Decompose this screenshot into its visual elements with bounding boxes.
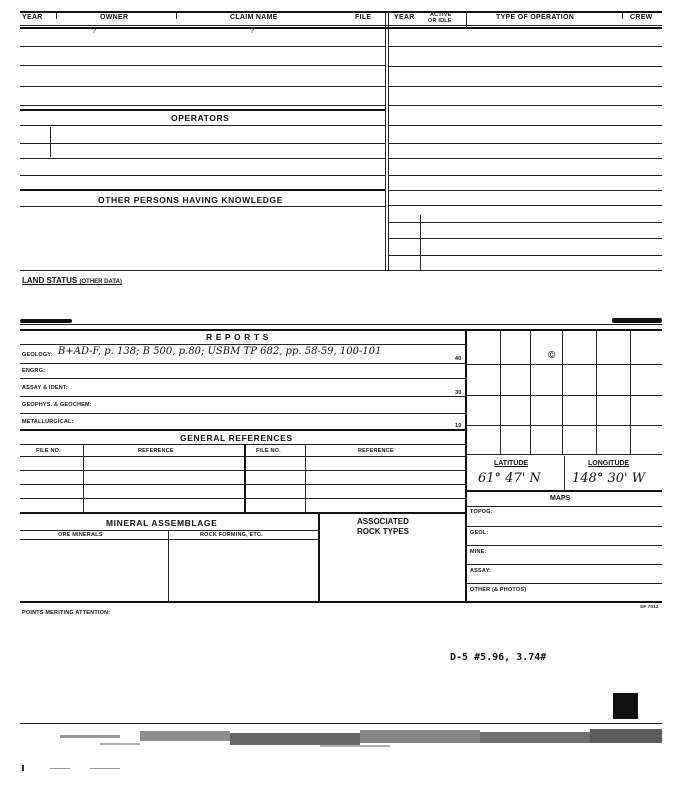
maps-mine: MINE: (470, 549, 487, 555)
scale-number-30: 30 (455, 390, 462, 396)
scale-number-10: 10 (455, 423, 462, 429)
longitude-label: LONGITUDE (588, 460, 630, 467)
report-label-geophys: GEOPHYS. & GEOCHEM: (22, 402, 92, 408)
other-persons-title: OTHER PERSONS HAVING KNOWLEDGE (98, 195, 284, 205)
scale-number-40: 40 (455, 356, 462, 362)
longitude-value: 148° 30' W (572, 471, 646, 486)
gr-header-file-no-1: FILE NO. (36, 448, 61, 454)
associated-rock-types-line2: ROCK TYPES (357, 527, 410, 536)
report-label-engrg: ENGRG: (22, 368, 46, 374)
ore-minerals-label: ORE MINERALS (58, 532, 103, 538)
general-references-title: GENERAL REFERENCES (180, 433, 293, 443)
maps-title: MAPS (550, 495, 571, 502)
maps-topog: TOPOG: (470, 509, 493, 515)
header-crew: CREW (630, 14, 653, 21)
header-year: YEAR (22, 14, 43, 21)
gr-header-reference-2: REFERENCE (358, 448, 394, 454)
report-label-assay: ASSAY & IDENT: (22, 385, 68, 391)
header-owner: OWNER (100, 14, 129, 21)
land-status-label: LAND STATUS (22, 276, 78, 285)
report-value-geology: B+AD-F, p. 138; B 500, p.80; USBM TP 682, pp. 58-59, 100-101 (58, 346, 382, 357)
claim-mark: ? (250, 28, 254, 35)
associated-rock-types-line1: ASSOCIATED (357, 517, 409, 526)
maps-other: OTHER (& PHOTOS) (470, 587, 527, 593)
form-number: SP 7012 (640, 604, 659, 609)
gr-header-reference-1: REFERENCE (138, 448, 174, 454)
maps-assay: ASSAY: (470, 568, 492, 574)
maps-geol: GEOL: (470, 530, 489, 536)
latitude-label: LATITUDE (494, 460, 529, 467)
header-active: ACTIVE (430, 12, 452, 18)
operators-title: OPERATORS (171, 113, 230, 123)
gr-header-file-no-2: FILE NO. (256, 448, 281, 454)
rock-forming-label: ROCK FORMING, ETC. (200, 532, 263, 538)
header-file: FILE (355, 14, 372, 21)
handwritten-note: D-5 #5.96, 3.74# (450, 652, 547, 663)
report-label-metallurgical: METALLURGICAL: (22, 419, 74, 425)
points-meriting-attention: POINTS MERITING ATTENTION: (22, 610, 111, 616)
land-status-sub: (OTHER DATA) (79, 279, 122, 285)
mineral-assemblage-title: MINERAL ASSEMBLAGE (106, 518, 218, 528)
latitude-value: 61° 47' N (478, 471, 541, 486)
reports-title: R E P O R T S (206, 332, 269, 342)
report-label-geology: GEOLOGY: (22, 352, 53, 358)
header-claim-name: CLAIM NAME (230, 14, 278, 21)
grid-mark: © (548, 350, 556, 361)
header-year-2: YEAR (394, 14, 415, 21)
owner-mark: ? (92, 28, 96, 35)
header-or-idle: OR IDLE (428, 18, 452, 24)
header-type-of-operation: TYPE OF OPERATION (496, 14, 575, 21)
